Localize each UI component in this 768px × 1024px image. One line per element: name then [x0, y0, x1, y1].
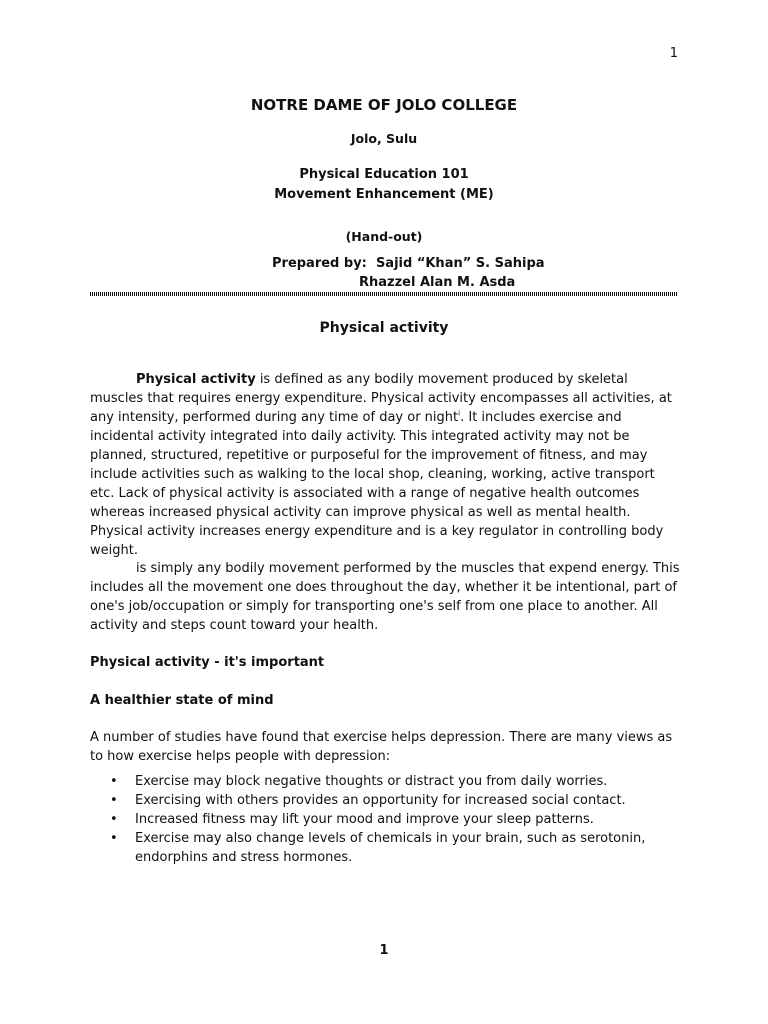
subheading-importance: Physical activity - it's important [90, 655, 325, 670]
document-header [0, 96, 768, 244]
course-subtitle: Movement Enhancement (ME) [274, 187, 494, 202]
paragraph-depression: A number of studies have found that exercise helps depression. There are many views as to how exercise helps people with depression: [90, 730, 673, 764]
paragraph-simple-definition: is simply any bodily movement performed by the muscles that expend energy. This includes all the movement one does throughout the day, whether it be intentional, part of one's job/occupation or simply for transporting one's self from one place to another. All activity and steps count toward your health. [90, 561, 680, 633]
list-item-text: Increased fitness may lift your mood and improve your sleep patterns. [135, 812, 594, 827]
page-number-top: 1 [669, 46, 678, 61]
course-title: Physical Education 101 [299, 167, 469, 182]
bullet-list [90, 772, 680, 867]
section-title: Physical activity [319, 320, 449, 336]
bullet-icon: • [110, 812, 118, 827]
subheading-state-of-mind: A healthier state of mind [90, 693, 274, 708]
college-location: Jolo, Sulu [350, 131, 418, 146]
paragraph-term: Physical activity [136, 372, 256, 387]
course-block [0, 165, 768, 205]
list-item [90, 829, 680, 867]
list-item [90, 791, 680, 810]
college-name: NOTRE DAME OF JOLO COLLEGE [250, 96, 518, 114]
footnote-marker: i [458, 409, 461, 418]
page-number-bottom: 1 [379, 943, 389, 958]
list-item-text: Exercise may also change levels of chemicals in your brain, such as serotonin, endorphins and stress hormones. [135, 831, 646, 865]
prepared-by-block [272, 254, 545, 292]
bullet-icon: • [110, 774, 118, 789]
paragraph-definition [90, 370, 680, 560]
paragraph-definition-text-a: is defined as any bodily movement produced by skeletal muscles that requires energy expenditure. Physical activity encompasses all activities, at any intensity, performed during any time of day or night [90, 372, 672, 425]
list-item [90, 810, 680, 829]
document-type: (Hand-out) [345, 229, 423, 244]
bullet-icon: • [110, 793, 118, 808]
paragraph-definition-text-b: . It includes exercise and incidental activity integrated into daily activity. This integrated activity may not be planned, structured, repetitive or purposeful for the improvement of fitness, and may include activities such as walking to the local shop, cleaning, working, active transport etc. Lack of physical activity is associated with a range of negative health outcomes whereas increased physical activity can improve physical as well as mental health. Physical activity increases energy expenditure and is a key regulator in controlling body weight. [90, 410, 664, 558]
list-item [90, 772, 680, 791]
author-2: Rhazzel Alan M. Asda [359, 275, 516, 290]
list-item-text: Exercise may block negative thoughts or distract you from daily worries. [135, 774, 608, 789]
bullet-icon: • [110, 831, 118, 846]
author-1: Sajid “Khan” S. Sahipa [375, 256, 545, 271]
list-item-text: Exercising with others provides an opportunity for increased social contact. [135, 793, 626, 808]
divider-rule [90, 292, 678, 296]
prepared-by-label: Prepared by: [272, 256, 367, 271]
